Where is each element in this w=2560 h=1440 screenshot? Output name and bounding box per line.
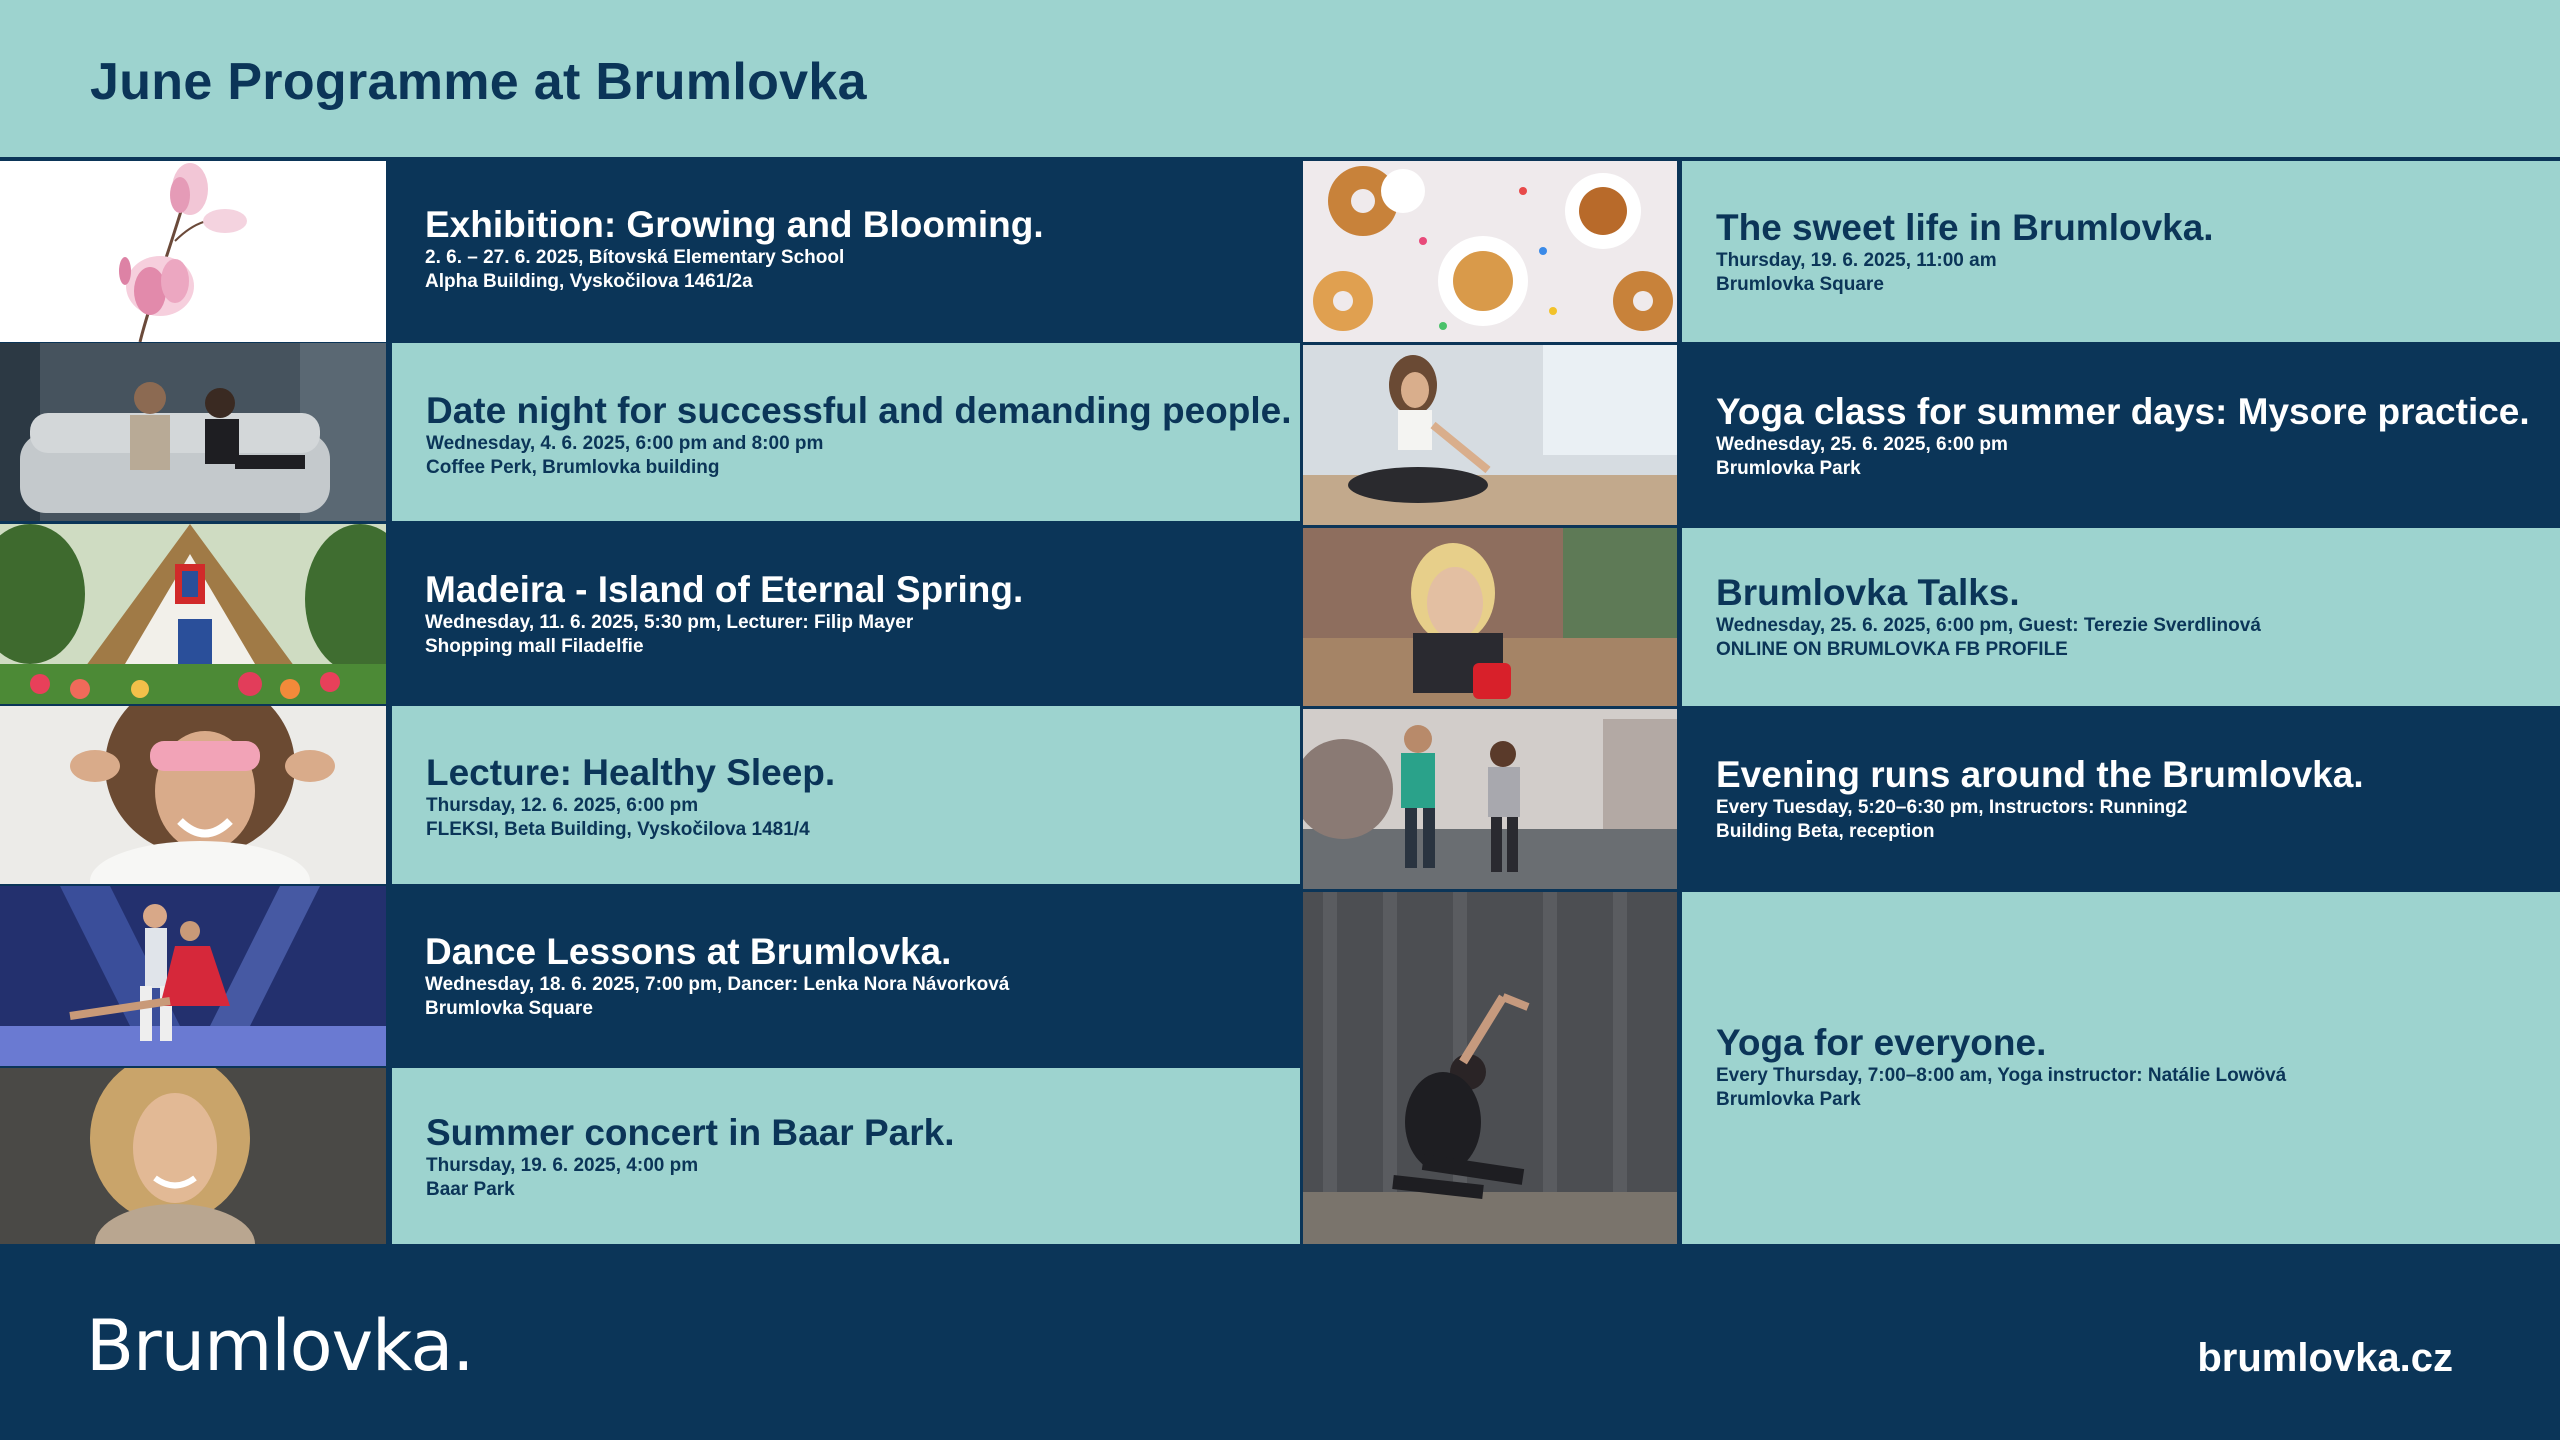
event-text xyxy=(392,343,1300,521)
event-photo xyxy=(1303,892,1677,1244)
sweets-and-donuts xyxy=(1303,161,1677,342)
brumlovka-logo[interactable]: Brumlovka. xyxy=(86,1305,474,1387)
event-date: Wednesday, 25. 6. 2025, 6:00 pm, Guest: Terezie Sverdlinová xyxy=(1716,615,2261,636)
event-location: Baar Park xyxy=(426,1179,515,1200)
event-card[interactable] xyxy=(1303,161,2560,342)
event-title: Madeira - Island of Eternal Spring. xyxy=(425,569,1024,610)
yoga-pose-studio xyxy=(1303,892,1677,1244)
event-location: Building Beta, reception xyxy=(1716,821,1935,842)
event-photo xyxy=(0,706,386,884)
couple-on-sofa xyxy=(0,343,386,521)
event-location: FLEKSI, Beta Building, Vyskočilova 1481/4 xyxy=(426,819,810,840)
event-date: Thursday, 19. 6. 2025, 4:00 pm xyxy=(426,1155,699,1176)
event-card[interactable] xyxy=(1303,892,2560,1244)
event-text xyxy=(389,886,1300,1066)
event-text xyxy=(1679,345,2560,525)
dancers-on-stage xyxy=(0,886,386,1066)
event-text xyxy=(389,524,1300,704)
event-date: Thursday, 12. 6. 2025, 6:00 pm xyxy=(426,795,699,816)
event-photo xyxy=(1303,528,1677,706)
event-text xyxy=(1682,528,2560,706)
event-date: Every Tuesday, 5:20–6:30 pm, Instructors: Running2 xyxy=(1716,797,2188,818)
event-card[interactable] xyxy=(0,343,1300,521)
event-title: Exhibition: Growing and Blooming. xyxy=(425,204,1044,245)
magnolia-flower-illustration xyxy=(0,161,386,342)
runners-in-city xyxy=(1303,709,1677,889)
event-location: ONLINE ON BRUMLOVKA FB PROFILE xyxy=(1716,639,2068,660)
event-photo xyxy=(0,161,386,342)
event-title: Date night for successful and demanding people. xyxy=(426,390,1292,431)
event-photo xyxy=(1303,345,1677,525)
event-card[interactable] xyxy=(1303,709,2560,889)
singer-with-headset xyxy=(0,1068,386,1244)
event-photo xyxy=(1303,709,1677,889)
event-location: Brumlovka Park xyxy=(1716,1089,1861,1110)
event-date: Thursday, 19. 6. 2025, 11:00 am xyxy=(1716,250,1997,271)
event-location: Brumlovka Park xyxy=(1716,458,1861,479)
event-title: Yoga for everyone. xyxy=(1716,1022,2047,1063)
event-photo xyxy=(0,343,386,521)
event-card[interactable] xyxy=(0,706,1300,884)
event-photo xyxy=(0,524,386,704)
event-title: Brumlovka Talks. xyxy=(1716,572,2020,613)
woman-with-red-mug xyxy=(1303,528,1677,706)
event-card[interactable] xyxy=(0,161,1300,342)
event-location: Brumlovka Square xyxy=(425,998,593,1019)
event-text xyxy=(1679,709,2560,889)
event-photo xyxy=(0,1068,386,1244)
event-card[interactable] xyxy=(0,1068,1300,1244)
event-title: Dance Lessons at Brumlovka. xyxy=(425,931,952,972)
event-text xyxy=(1682,892,2560,1244)
madeira-thatched-house xyxy=(0,524,386,704)
event-card[interactable] xyxy=(1303,345,2560,525)
event-card[interactable] xyxy=(0,886,1300,1066)
event-photo xyxy=(1303,161,1677,342)
event-text xyxy=(1682,161,2560,342)
yoga-woman-sitting xyxy=(1303,345,1677,525)
event-date: Wednesday, 4. 6. 2025, 6:00 pm and 8:00 pm xyxy=(426,433,824,454)
event-title: The sweet life in Brumlovka. xyxy=(1716,207,2214,248)
event-title: Lecture: Healthy Sleep. xyxy=(426,752,836,793)
event-card[interactable] xyxy=(1303,528,2560,706)
event-photo xyxy=(0,886,386,1066)
event-location: Coffee Perk, Brumlovka building xyxy=(426,457,720,478)
event-date: Every Thursday, 7:00–8:00 am, Yoga instructor: Natálie Lowövá xyxy=(1716,1065,2287,1086)
page-title: June Programme at Brumlovka xyxy=(90,53,867,111)
event-date: 2. 6. – 27. 6. 2025, Bítovská Elementary School xyxy=(425,247,845,268)
header xyxy=(0,0,2560,157)
event-location: Alpha Building, Vyskočilova 1461/2a xyxy=(425,271,753,292)
event-date: Wednesday, 11. 6. 2025, 5:30 pm, Lecturer: Filip Mayer xyxy=(425,612,914,633)
website-link[interactable]: brumlovka.cz xyxy=(2197,1336,2453,1380)
event-location: Brumlovka Square xyxy=(1716,274,1884,295)
event-text xyxy=(389,161,1300,342)
event-text xyxy=(392,1068,1300,1244)
event-location: Shopping mall Filadelfie xyxy=(425,636,644,657)
event-text xyxy=(392,706,1300,884)
event-title: Evening runs around the Brumlovka. xyxy=(1716,754,2364,795)
woman-with-sleep-mask xyxy=(0,706,386,884)
event-date: Wednesday, 25. 6. 2025, 6:00 pm xyxy=(1716,434,2008,455)
event-date: Wednesday, 18. 6. 2025, 7:00 pm, Dancer: Lenka Nora Návorková xyxy=(425,974,1010,995)
event-title: Summer concert in Baar Park. xyxy=(426,1112,955,1153)
event-card[interactable] xyxy=(0,524,1300,704)
event-title: Yoga class for summer days: Mysore practice. xyxy=(1716,391,2530,432)
